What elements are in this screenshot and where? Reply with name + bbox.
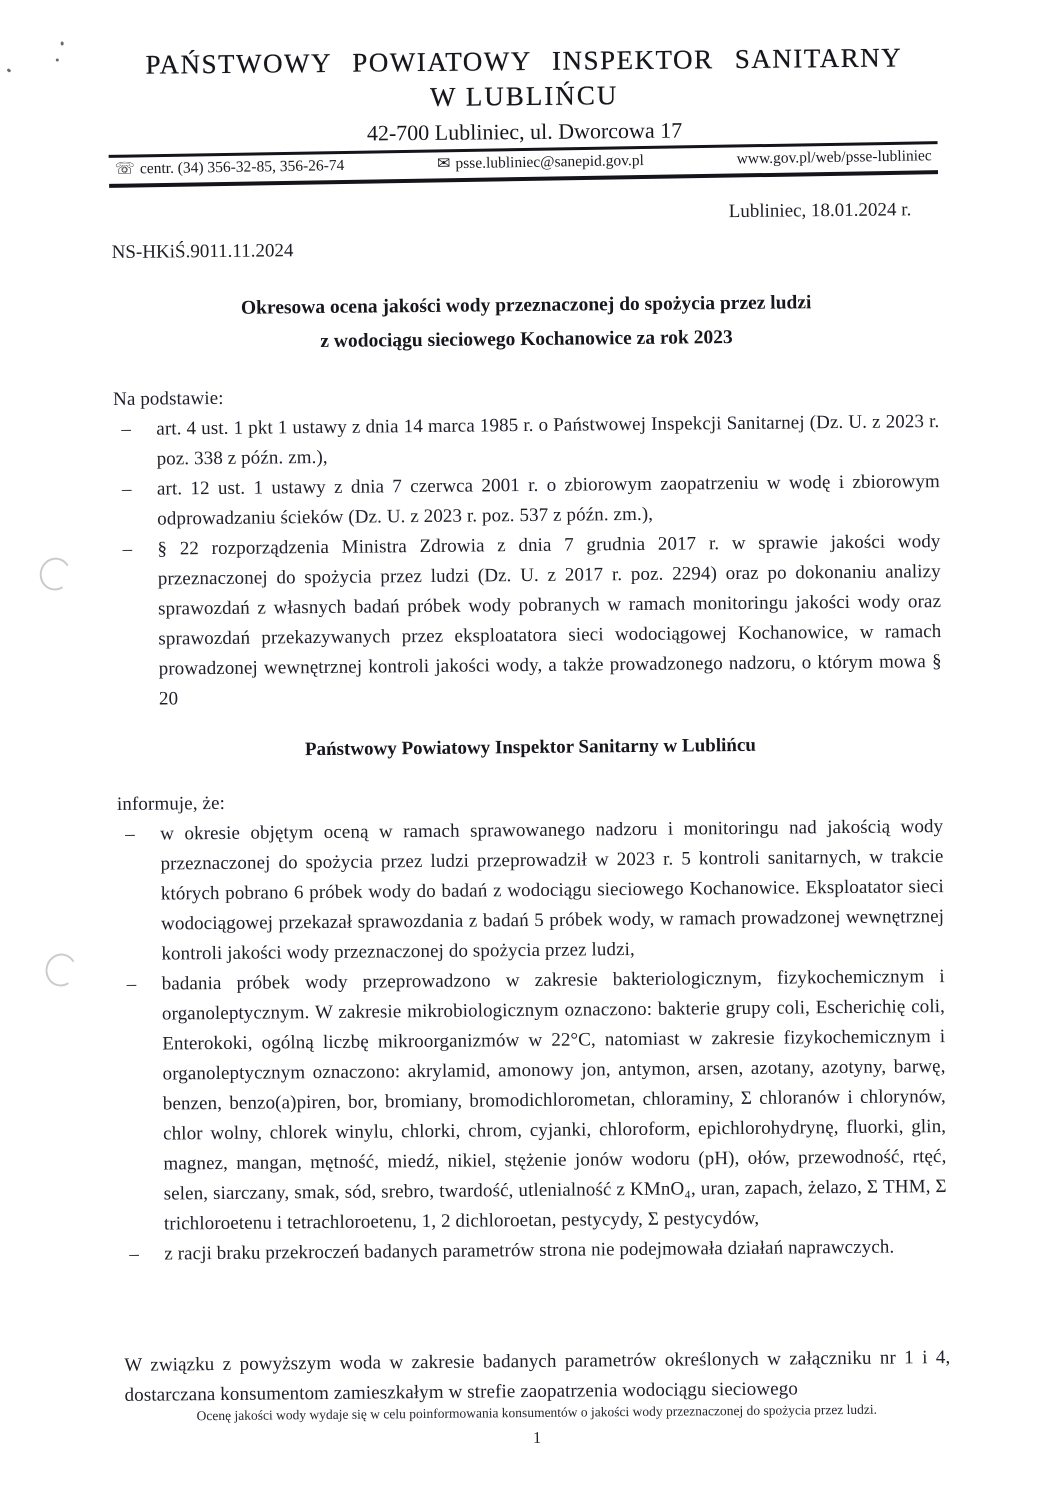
inspector-heading: Państwowy Powiatowy Inspektor Sanitarny w Lublińcu	[304, 734, 757, 761]
list-item	[114, 527, 942, 715]
list-item	[117, 812, 944, 970]
list-item-text: w okresie objętym oceną w ramach sprawowanego nadzoru i monitoringu nad jakością wody przeznaczonej do spożycia przez ludzi przeprowadził w 2023 r. 5 kontroli sanitarnych, w trakcie których pobrano 6 próbek wody do badań z wodociągu sieciowego Kochanowice. Eksploatator sieci wodociągowej przekazał sprawozdania z badań 5 próbek wody, w ramach prowadzonej wewnętrznej kontroli jakości wody przeznaczonej do spożycia przez ludzi,	[160, 816, 945, 965]
phone-contact	[115, 157, 345, 179]
document-title-line1: Okresowa ocena jakości wody przeznaczonej do spożycia przez ludzi	[240, 292, 812, 319]
website-url: www.gov.pl/web/psse-lubliniec	[736, 147, 932, 168]
email-icon: ✉	[436, 155, 451, 173]
punch-hole-mark	[36, 554, 74, 593]
list-dash: –	[122, 538, 133, 560]
list-item-text: art. 4 ust. 1 pkt 1 ustawy z dnia 14 marca 1985 r. o Państwowej Inspekcji Sanitarnej (Dz. U. z 2023 r. poz. 338 z późn. zm.),	[156, 411, 940, 470]
list-item-text: art. 12 ust. 1 ustawy z dnia 7 czerwca 2001 r. o zbiorowym zaopatrzeniu w wodę i zbiorowym odprowadzaniu ścieków (Dz. U. z 2023 r. poz. 537 z późn. zm.),	[156, 471, 940, 530]
organization-city: W LUBLIŃCU	[429, 80, 619, 112]
legal-basis-section	[113, 377, 942, 715]
contact-bar	[109, 141, 938, 188]
page-number: 1	[532, 1427, 542, 1448]
closing-paragraph-text: W związku z powyższym woda w zakresie badanych parametrów określonych w załączniku nr 1 i 4, dostarczana konsumentom zamieszkałym w strefie zaopatrzenia wodociągu sieciowego	[124, 1346, 951, 1406]
informs-section	[117, 782, 948, 1270]
closing-paragraph	[124, 1343, 951, 1411]
reference-number: NS-HKiŚ.9011.11.2024	[111, 240, 294, 263]
organization-name: PAŃSTWOWY POWIATOWY INSPEKTOR SANITARNY	[145, 42, 903, 80]
legal-basis-intro: Na podstawie:	[112, 387, 224, 410]
footer-note: Ocenę jakości wody wydaje się w celu poinformowania konsumentów o jakości wody przeznaczonej do spożycia przez ludzi.	[196, 1401, 878, 1424]
email-contact	[437, 152, 644, 173]
list-item	[114, 467, 941, 535]
phone-icon: ☏	[114, 160, 136, 178]
list-item	[119, 962, 948, 1240]
list-dash: –	[121, 478, 132, 500]
list-item-text: z racji braku przekroczeń badanych parametrów strona nie podejmowała działań naprawczych.	[164, 1236, 895, 1265]
website-contact	[736, 147, 931, 168]
phone-number: centr. (34) 356-32-85, 356-26-74	[139, 157, 345, 178]
scan-speck	[61, 41, 64, 45]
list-dash: –	[125, 823, 135, 845]
informs-intro: informuje, że:	[116, 792, 226, 815]
email-address: psse.lubliniec@sanepid.gov.pl	[455, 152, 645, 173]
document-title	[77, 285, 976, 362]
list-item-text: badania próbek wody przeprowadzono w zakresie bakteriologicznym, fizykochemicznym i organoleptycznym. W zakresie mikrobiologicznym oznaczono: bakterie grupy coli, Escherichię coli, Enterokoki, ogólną liczbę mikroorganizmów w 22°C, natomiast w zakresie fizykochemicznym i organoleptycznym oznaczono: akrylamid, amonowy jon, antymon, arsen, azotany, azotyny, barwę, benzen, benzo(a)piren, bor, bromiany, bromodichlorometan, chloraminy, Σ chloranów i chlorynów, chlor wolny, chlorek winylu, chlorki, chrom, cyjanki, chloroform, epichlorohydrynę, fluorki, glin, magnez, mangan, mętność, miedź, nikiel, stężenie jonów wodoru (pH), ołów, przewodność, rtęć, selen, siarczany, smak, sód, srebro, twardość, utlenialność z KMnO₄, uran, zapach, żelazo, Σ THM, Σ trichloroetenu i tetrachloroetenu, 1, 2 dichloroetan, pestycydy, Σ pestycydów,	[161, 966, 947, 1235]
list-dash: –	[126, 973, 137, 995]
list-item	[113, 407, 940, 475]
place-and-date: Lubliniec, 18.01.2024 r.	[728, 199, 912, 223]
letterhead	[0, 41, 1054, 186]
organization-address: 42-700 Lubliniec, ul. Dworcowa 17	[366, 117, 683, 146]
list-item-text: § 22 rozporządzenia Ministra Zdrowia z dnia 7 grudnia 2017 r. w sprawie jakości wody przeznaczonej do spożycia przez ludzi (Dz. U. z 2017 r. poz. 2294) oraz po dokonaniu analizy sprawozdań z własnych badań próbek wody pobranych w ramach monitoringu jakości wody oraz sprawozdań przekazywanych przez eksploatatora sieci wodociągowej Kochanowice, w ramach prowadzonej wewnętrznej kontroli jakości wody, a także prowadzonego nadzoru, o którym mowa § 20	[157, 531, 942, 710]
punch-hole-mark	[42, 950, 80, 989]
list-dash: –	[121, 418, 132, 440]
document-title-line2: z wodociągu sieciowego Kochanowice za rok 2023	[320, 327, 733, 352]
list-dash: –	[129, 1243, 139, 1265]
